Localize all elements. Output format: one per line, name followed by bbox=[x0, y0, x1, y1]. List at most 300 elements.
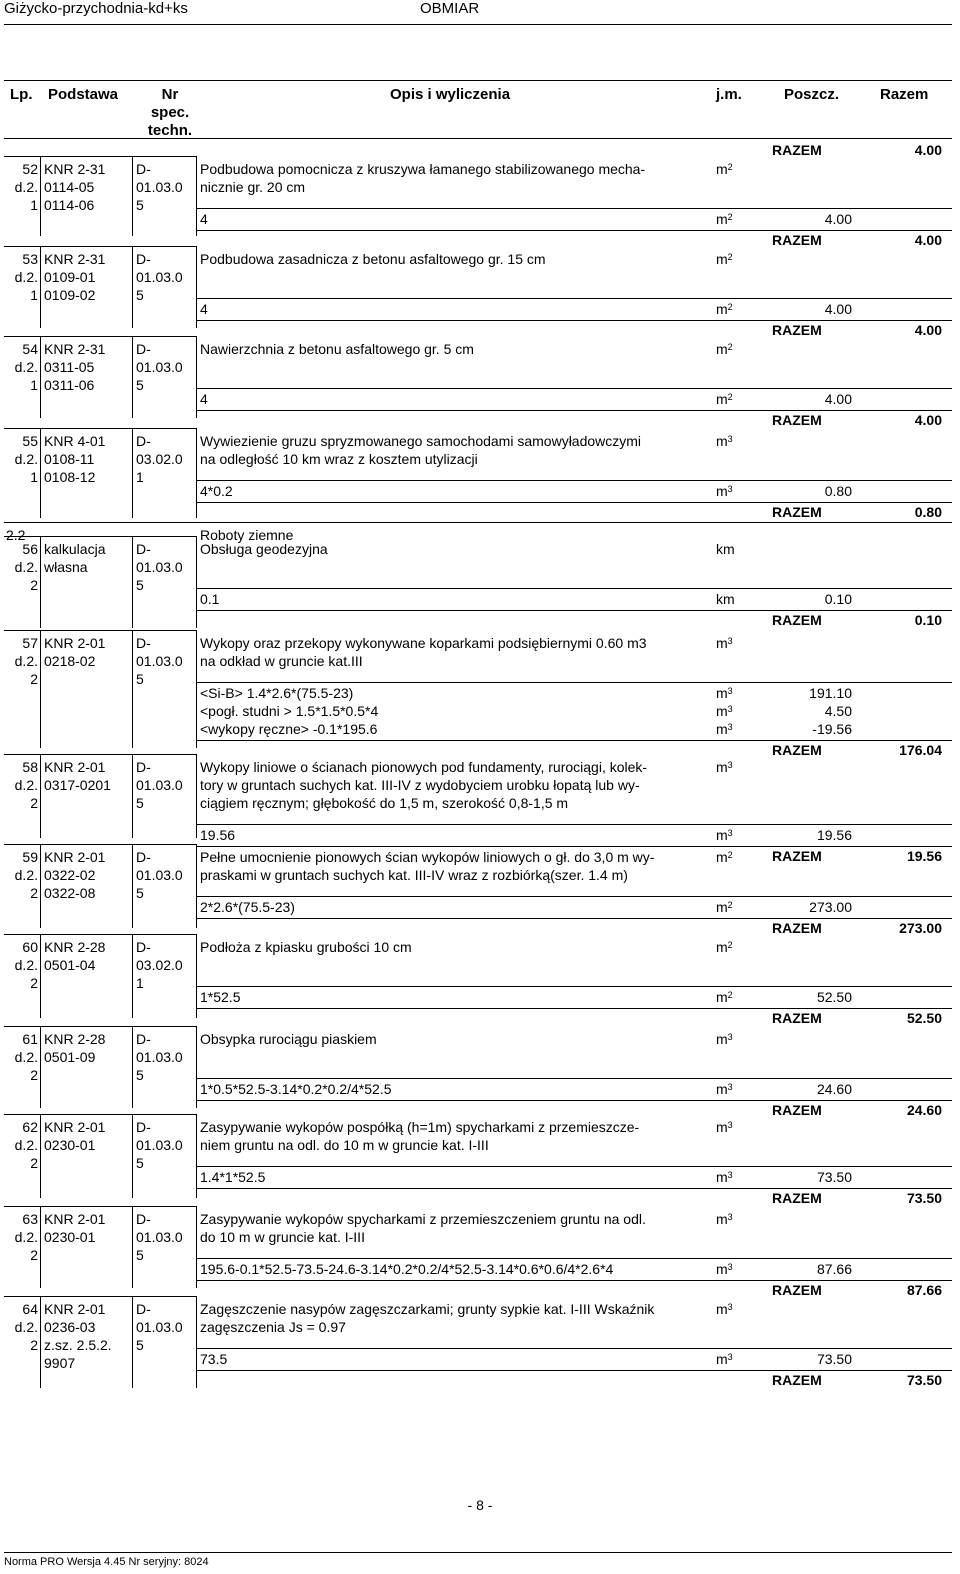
row-unit: $m^2$ bbox=[716, 341, 733, 357]
row-lp: 53 bbox=[22, 251, 38, 267]
row-lp: 1 bbox=[30, 377, 38, 393]
row-podstawa: z.sz. 2.5.2. bbox=[44, 1337, 112, 1353]
razem-value: 4.00 bbox=[914, 322, 942, 338]
razem-label: RAZEM bbox=[772, 1102, 822, 1118]
column-divider bbox=[132, 934, 133, 1018]
calc-value: -19.56 bbox=[812, 721, 852, 737]
calc-divider bbox=[196, 1078, 952, 1079]
calc-divider bbox=[196, 480, 952, 481]
col-poszcz: Poszcz. bbox=[784, 86, 840, 103]
row-spec-number: 01.03.0 bbox=[136, 559, 183, 575]
calc-value: 24.60 bbox=[816, 1081, 852, 1097]
document-title: Giżycko-przychodnia-kd+ks bbox=[4, 0, 188, 17]
calc-unit: $m^3$ bbox=[716, 721, 733, 737]
row-unit: km bbox=[716, 541, 735, 557]
row-podstawa: 0109-02 bbox=[44, 287, 96, 303]
razem-label: RAZEM bbox=[772, 1372, 822, 1388]
razem-divider bbox=[196, 1100, 952, 1101]
row-lp: 60 bbox=[22, 939, 38, 955]
razem-divider bbox=[196, 410, 952, 411]
razem-label: RAZEM bbox=[772, 848, 822, 864]
calc-expression: 4 bbox=[200, 391, 208, 407]
column-divider bbox=[196, 536, 197, 628]
row-lp: 58 bbox=[22, 759, 38, 775]
row-description: Wywiezienie gruzu spryzmowanego samochodami samowyładowczymi bbox=[200, 433, 642, 449]
razem-divider bbox=[196, 1008, 952, 1009]
calc-expression: <wykopy ręczne> -0.1*195.6 bbox=[200, 721, 378, 737]
calc-unit: $m^2$ bbox=[716, 211, 733, 227]
row-lp: 2 bbox=[30, 885, 38, 901]
row-description: na odkład w gruncie kat.III bbox=[200, 653, 363, 669]
column-divider bbox=[40, 1114, 41, 1198]
row-podstawa: kalkulacja bbox=[44, 541, 106, 557]
column-divider bbox=[132, 156, 133, 236]
column-divider bbox=[132, 246, 133, 328]
row-description: Wykopy liniowe o ścianach pionowych pod fundamenty, rurociągi, kolek- bbox=[200, 759, 648, 775]
calc-unit: $m^2$ bbox=[716, 989, 733, 1005]
column-divider bbox=[196, 1114, 197, 1198]
row-description: Zagęszczenie nasypów zagęszczarkami; grunty sypkie kat. I-III Wskaźnik bbox=[200, 1301, 655, 1317]
row-spec-number: D- bbox=[136, 341, 151, 357]
row-top-border bbox=[4, 428, 196, 429]
row-podstawa: 0108-12 bbox=[44, 469, 96, 485]
row-podstawa: KNR 2-31 bbox=[44, 251, 106, 267]
row-lp: 1 bbox=[30, 197, 38, 213]
section-divider bbox=[4, 522, 952, 523]
column-divider bbox=[196, 428, 197, 518]
row-spec-number: 01.03.0 bbox=[136, 867, 183, 883]
calc-divider bbox=[196, 682, 952, 683]
row-spec-number: D- bbox=[136, 251, 151, 267]
column-divider bbox=[196, 1026, 197, 1108]
column-divider bbox=[132, 1026, 133, 1108]
row-lp: 2 bbox=[30, 1067, 38, 1083]
row-podstawa: 0311-05 bbox=[44, 359, 95, 375]
calc-unit: $m^3$ bbox=[716, 685, 733, 701]
row-description: niem gruntu na odl. do 10 m w gruncie kat. I-III bbox=[200, 1137, 489, 1153]
row-unit: $m^2$ bbox=[716, 939, 733, 955]
razem-value: 4.00 bbox=[914, 232, 942, 248]
row-description: zagęszczenia Js = 0.97 bbox=[200, 1319, 346, 1335]
row-lp: 2 bbox=[30, 1337, 38, 1353]
col-nr: Nr spec. techn. bbox=[147, 86, 193, 139]
row-podstawa: 0501-04 bbox=[44, 957, 96, 973]
calc-unit: $m^3$ bbox=[716, 1081, 733, 1097]
document-type: OBMIAR bbox=[420, 0, 480, 17]
column-divider bbox=[40, 1206, 41, 1288]
row-unit: $m^3$ bbox=[716, 635, 733, 651]
calc-value: 4.50 bbox=[824, 703, 852, 719]
row-spec-number: 01.03.0 bbox=[136, 179, 183, 195]
row-spec-number: D- bbox=[136, 1119, 151, 1135]
row-podstawa: 0218-02 bbox=[44, 653, 96, 669]
razem-divider bbox=[196, 610, 952, 611]
column-divider bbox=[196, 630, 197, 748]
row-spec-number: D- bbox=[136, 635, 151, 651]
row-lp: d.2. bbox=[14, 359, 38, 375]
row-spec-number: D- bbox=[136, 1031, 151, 1047]
calc-expression: <pogł. studni > 1.5*1.5*0.5*4 bbox=[200, 703, 379, 719]
calc-divider bbox=[196, 1258, 952, 1259]
row-spec-number: 5 bbox=[136, 671, 144, 687]
razem-label: RAZEM bbox=[772, 142, 822, 158]
col-opis: Opis i wyliczenia bbox=[390, 86, 511, 103]
column-divider bbox=[40, 1296, 41, 1388]
row-spec-number: 01.03.0 bbox=[136, 1137, 183, 1153]
col-jm: j.m. bbox=[716, 86, 742, 103]
row-lp: 63 bbox=[22, 1211, 38, 1227]
row-spec-number: D- bbox=[136, 541, 151, 557]
razem-label: RAZEM bbox=[772, 1190, 822, 1206]
row-lp: 2 bbox=[30, 975, 38, 991]
column-divider bbox=[196, 1296, 197, 1388]
row-lp: 2 bbox=[30, 795, 38, 811]
column-divider bbox=[196, 246, 197, 328]
row-description: Wykopy oraz przekopy wykonywane koparkami podsiębiernymi 0.60 m3 bbox=[200, 635, 647, 651]
row-spec-number: 5 bbox=[136, 795, 144, 811]
calc-unit: $m^3$ bbox=[716, 827, 733, 843]
row-podstawa: KNR 2-01 bbox=[44, 1211, 106, 1227]
row-top-border bbox=[4, 536, 196, 537]
razem-divider bbox=[196, 1188, 952, 1189]
calc-expression: 4 bbox=[200, 301, 208, 317]
row-spec-number: 5 bbox=[136, 577, 144, 593]
row-spec-number: D- bbox=[136, 1301, 151, 1317]
razem-divider bbox=[196, 502, 952, 503]
row-lp: 52 bbox=[22, 161, 38, 177]
razem-label: RAZEM bbox=[772, 1282, 822, 1298]
row-lp: 56 bbox=[22, 541, 38, 557]
calc-value: 0.10 bbox=[824, 591, 852, 607]
row-top-border bbox=[4, 156, 196, 157]
column-divider bbox=[132, 1296, 133, 1388]
row-description: Pełne umocnienie pionowych ścian wykopów liniowych o gł. do 3,0 m wy- bbox=[200, 849, 655, 865]
row-lp: 54 bbox=[22, 341, 38, 357]
razem-divider bbox=[196, 320, 952, 321]
row-lp: 55 bbox=[22, 433, 38, 449]
row-lp: d.2. bbox=[14, 1049, 38, 1065]
row-podstawa: KNR 2-28 bbox=[44, 939, 106, 955]
section-number: 2.2 bbox=[6, 527, 26, 543]
row-spec-number: 01.03.0 bbox=[136, 1229, 183, 1245]
row-description: do 10 m w gruncie kat. I-III bbox=[200, 1229, 365, 1245]
row-podstawa: 0114-05 bbox=[44, 179, 95, 195]
row-top-border bbox=[4, 336, 196, 337]
row-spec-number: 5 bbox=[136, 1247, 144, 1263]
razem-value: 73.50 bbox=[906, 1190, 942, 1206]
calc-unit: $m^3$ bbox=[716, 703, 733, 719]
calc-value: 52.50 bbox=[816, 989, 852, 1005]
row-podstawa: 0311-06 bbox=[44, 377, 95, 393]
calc-value: 191.10 bbox=[809, 685, 852, 701]
razem-label: RAZEM bbox=[772, 504, 822, 520]
razem-divider bbox=[196, 230, 952, 231]
column-divider bbox=[40, 336, 41, 418]
row-description: Zasypywanie wykopów pospółką (h=1m) spycharkami z przemieszcze- bbox=[200, 1119, 640, 1135]
row-lp: 2 bbox=[30, 1155, 38, 1171]
row-unit: $m^3$ bbox=[716, 759, 733, 775]
row-lp: d.2. bbox=[14, 1137, 38, 1153]
calc-divider bbox=[196, 388, 952, 389]
calc-value: 4.00 bbox=[824, 211, 852, 227]
calc-expression: 4 bbox=[200, 211, 208, 227]
calc-unit: km bbox=[716, 591, 735, 607]
calc-value: 73.50 bbox=[816, 1169, 852, 1185]
calc-divider bbox=[196, 1166, 952, 1167]
column-divider bbox=[196, 934, 197, 1018]
row-lp: 2 bbox=[30, 671, 38, 687]
razem-value: 87.66 bbox=[906, 1282, 942, 1298]
calc-value: 4.00 bbox=[824, 391, 852, 407]
row-podstawa: 0230-01 bbox=[44, 1137, 96, 1153]
row-top-border bbox=[4, 1296, 196, 1297]
row-lp: d.2. bbox=[14, 777, 38, 793]
row-spec-number: 5 bbox=[136, 1067, 144, 1083]
row-lp: 62 bbox=[22, 1119, 38, 1135]
razem-divider bbox=[196, 846, 952, 847]
row-top-border bbox=[4, 1206, 196, 1207]
row-podstawa: KNR 2-01 bbox=[44, 759, 106, 775]
column-divider bbox=[132, 336, 133, 418]
row-podstawa: KNR 2-01 bbox=[44, 1301, 106, 1317]
column-divider bbox=[40, 844, 41, 928]
column-divider bbox=[196, 754, 197, 838]
row-podstawa: 0322-08 bbox=[44, 885, 96, 901]
razem-value: 4.00 bbox=[914, 142, 942, 158]
row-lp: d.2. bbox=[14, 559, 38, 575]
row-spec-number: D- bbox=[136, 759, 151, 775]
row-podstawa: 0317-0201 bbox=[44, 777, 111, 793]
row-spec-number: 1 bbox=[136, 975, 144, 991]
column-divider bbox=[196, 156, 197, 236]
footer-divider bbox=[4, 1552, 952, 1553]
row-spec-number: 03.02.0 bbox=[136, 451, 183, 467]
row-description: ciągiem ręcznym; głębokość do 1,5 m, szerokość 0,8-1,5 m bbox=[200, 795, 569, 811]
column-divider bbox=[132, 754, 133, 838]
razem-label: RAZEM bbox=[772, 232, 822, 248]
row-podstawa: KNR 2-31 bbox=[44, 161, 106, 177]
row-lp: 1 bbox=[30, 287, 38, 303]
row-podstawa: KNR 2-28 bbox=[44, 1031, 106, 1047]
header-bottom-border bbox=[4, 138, 952, 139]
row-lp: 57 bbox=[22, 635, 38, 651]
calc-value: 73.50 bbox=[816, 1351, 852, 1367]
razem-label: RAZEM bbox=[772, 412, 822, 428]
row-podstawa: KNR 2-31 bbox=[44, 341, 106, 357]
footer-text: Norma PRO Wersja 4.45 Nr seryjny: 8024 bbox=[4, 1556, 209, 1568]
row-description: Podbudowa zasadnicza z betonu asfaltowego gr. 15 cm bbox=[200, 251, 546, 267]
row-spec-number: 5 bbox=[136, 1337, 144, 1353]
row-description: na odległość 10 km wraz z kosztem utylizacji bbox=[200, 451, 478, 467]
row-lp: d.2. bbox=[14, 269, 38, 285]
razem-divider bbox=[196, 918, 952, 919]
row-description: Nawierzchnia z betonu asfaltowego gr. 5 cm bbox=[200, 341, 474, 357]
calc-expression: 2*2.6*(75.5-23) bbox=[200, 899, 295, 915]
calc-unit: $m^3$ bbox=[716, 1351, 733, 1367]
row-podstawa: 0109-01 bbox=[44, 269, 96, 285]
calc-expression: 1*0.5*52.5-3.14*0.2*0.2/4*52.5 bbox=[200, 1081, 392, 1097]
calc-expression: 19.56 bbox=[200, 827, 236, 843]
row-lp: 59 bbox=[22, 849, 38, 865]
row-podstawa: 0114-06 bbox=[44, 197, 95, 213]
calc-unit: $m^3$ bbox=[716, 1169, 733, 1185]
col-razem: Razem bbox=[880, 86, 929, 103]
row-spec-number: 01.03.0 bbox=[136, 653, 183, 669]
row-podstawa: 0501-09 bbox=[44, 1049, 96, 1065]
column-divider bbox=[40, 754, 41, 838]
row-lp: 2 bbox=[30, 1247, 38, 1263]
calc-divider bbox=[196, 896, 952, 897]
row-podstawa: 0108-11 bbox=[44, 451, 95, 467]
calc-divider bbox=[196, 824, 952, 825]
row-podstawa: 0236-03 bbox=[44, 1319, 96, 1335]
calc-unit: $m^2$ bbox=[716, 899, 733, 915]
table-top-border bbox=[4, 80, 952, 81]
row-spec-number: 01.03.0 bbox=[136, 269, 183, 285]
row-lp: 2 bbox=[30, 577, 38, 593]
razem-value: 24.60 bbox=[906, 1102, 942, 1118]
row-description: praskami w gruntach suchych kat. III-IV wraz z rozbiórką(szer. 1.4 m) bbox=[200, 867, 628, 883]
row-unit: $m^3$ bbox=[716, 1301, 733, 1317]
row-spec-number: D- bbox=[136, 849, 151, 865]
calc-divider bbox=[196, 986, 952, 987]
row-top-border bbox=[4, 1026, 196, 1027]
row-description: Zasypywanie wykopów spycharkami z przemieszczeniem gruntu na odl. bbox=[200, 1211, 646, 1227]
row-unit: $m^3$ bbox=[716, 1119, 733, 1135]
row-top-border bbox=[4, 934, 196, 935]
calc-expression: 195.6-0.1*52.5-73.5-24.6-3.14*0.2*0.2/4*52.5-3.14*0.6*0.6/4*2.6*4 bbox=[200, 1261, 614, 1277]
row-spec-number: D- bbox=[136, 433, 151, 449]
row-unit: $m^3$ bbox=[716, 1031, 733, 1047]
razem-divider bbox=[196, 1280, 952, 1281]
row-podstawa: KNR 2-01 bbox=[44, 1119, 106, 1135]
razem-value: 273.00 bbox=[899, 920, 942, 936]
razem-value: 4.00 bbox=[914, 412, 942, 428]
row-spec-number: 5 bbox=[136, 197, 144, 213]
calc-unit: $m^3$ bbox=[716, 1261, 733, 1277]
row-podstawa: 0322-02 bbox=[44, 867, 96, 883]
calc-divider bbox=[196, 588, 952, 589]
razem-label: RAZEM bbox=[772, 1010, 822, 1026]
calc-expression: 1*52.5 bbox=[200, 989, 241, 1005]
razem-value: 73.50 bbox=[906, 1372, 942, 1388]
column-divider bbox=[196, 1206, 197, 1288]
calc-divider bbox=[196, 298, 952, 299]
row-description: nicznie gr. 20 cm bbox=[200, 179, 306, 195]
row-spec-number: D- bbox=[136, 161, 151, 177]
row-spec-number: 5 bbox=[136, 885, 144, 901]
razem-label: RAZEM bbox=[772, 920, 822, 936]
calc-divider bbox=[196, 1348, 952, 1349]
column-divider bbox=[132, 630, 133, 748]
column-divider bbox=[40, 630, 41, 748]
column-divider bbox=[132, 844, 133, 928]
row-podstawa: KNR 2-01 bbox=[44, 849, 106, 865]
row-description: Obsypka rurociągu piaskiem bbox=[200, 1031, 377, 1047]
row-lp: 61 bbox=[22, 1031, 38, 1047]
calc-unit: $m^3$ bbox=[716, 483, 733, 499]
row-top-border bbox=[4, 754, 196, 755]
row-lp: 64 bbox=[22, 1301, 38, 1317]
col-podstawa: Podstawa bbox=[48, 86, 119, 103]
razem-value: 0.10 bbox=[914, 612, 942, 628]
row-lp: d.2. bbox=[14, 957, 38, 973]
row-top-border bbox=[4, 1114, 196, 1115]
razem-value: 19.56 bbox=[906, 848, 942, 864]
column-divider bbox=[40, 246, 41, 328]
calc-expression: <Si-B> 1.4*2.6*(75.5-23) bbox=[200, 685, 354, 701]
calc-unit: $m^2$ bbox=[716, 301, 733, 317]
column-divider bbox=[40, 934, 41, 1018]
calc-value: 87.66 bbox=[816, 1261, 852, 1277]
calc-expression: 4*0.2 bbox=[200, 483, 233, 499]
razem-value: 0.80 bbox=[914, 504, 942, 520]
razem-label: RAZEM bbox=[772, 322, 822, 338]
column-divider bbox=[196, 844, 197, 928]
row-spec-number: 5 bbox=[136, 377, 144, 393]
row-unit: $m^2$ bbox=[716, 849, 733, 865]
row-spec-number: 5 bbox=[136, 1155, 144, 1171]
row-description: Podłoża z kpiasku grubości 10 cm bbox=[200, 939, 412, 955]
row-lp: d.2. bbox=[14, 867, 38, 883]
column-divider bbox=[132, 1114, 133, 1198]
row-spec-number: D- bbox=[136, 1211, 151, 1227]
row-unit: $m^3$ bbox=[716, 1211, 733, 1227]
row-podstawa: 9907 bbox=[44, 1355, 76, 1371]
page-number: - 8 - bbox=[467, 1497, 493, 1513]
row-description: Podbudowa pomocnicza z kruszywa łamanego stabilizowanego mecha- bbox=[200, 161, 646, 177]
calc-value: 19.56 bbox=[816, 827, 852, 843]
row-spec-number: D- bbox=[136, 939, 151, 955]
column-divider bbox=[40, 536, 41, 628]
header-divider bbox=[4, 24, 952, 25]
row-podstawa: 0230-01 bbox=[44, 1229, 96, 1245]
row-unit: $m^3$ bbox=[716, 433, 733, 449]
calc-unit: $m^2$ bbox=[716, 391, 733, 407]
col-lp: Lp. bbox=[10, 86, 33, 103]
row-lp: d.2. bbox=[14, 451, 38, 467]
row-lp: d.2. bbox=[14, 1229, 38, 1245]
razem-divider bbox=[196, 740, 952, 741]
row-lp: 1 bbox=[30, 469, 38, 485]
row-description: tory w gruntach suchych kat. III-IV z wydobyciem urobku łopatą lub wy- bbox=[200, 777, 640, 793]
row-unit: $m^2$ bbox=[716, 251, 733, 267]
row-spec-number: 01.03.0 bbox=[136, 359, 183, 375]
calc-value: 0.80 bbox=[824, 483, 852, 499]
column-divider bbox=[132, 536, 133, 628]
page-header bbox=[0, 0, 960, 22]
row-spec-number: 01.03.0 bbox=[136, 777, 183, 793]
razem-value: 176.04 bbox=[899, 742, 942, 758]
column-divider bbox=[196, 336, 197, 418]
row-spec-number: 01.03.0 bbox=[136, 1049, 183, 1065]
razem-divider bbox=[196, 1370, 952, 1371]
row-spec-number: 03.02.0 bbox=[136, 957, 183, 973]
calc-expression: 0.1 bbox=[200, 591, 220, 607]
row-podstawa: KNR 2-01 bbox=[44, 635, 106, 651]
razem-value: 52.50 bbox=[906, 1010, 942, 1026]
row-podstawa: własna bbox=[44, 559, 88, 575]
column-divider bbox=[40, 1026, 41, 1108]
calc-value: 273.00 bbox=[809, 899, 852, 915]
calc-expression: 1.4*1*52.5 bbox=[200, 1169, 266, 1185]
column-divider bbox=[40, 156, 41, 236]
section-title: Roboty ziemne bbox=[200, 527, 294, 543]
column-divider bbox=[132, 428, 133, 518]
razem-label: RAZEM bbox=[772, 742, 822, 758]
row-spec-number: 1 bbox=[136, 469, 144, 485]
column-divider bbox=[40, 428, 41, 518]
